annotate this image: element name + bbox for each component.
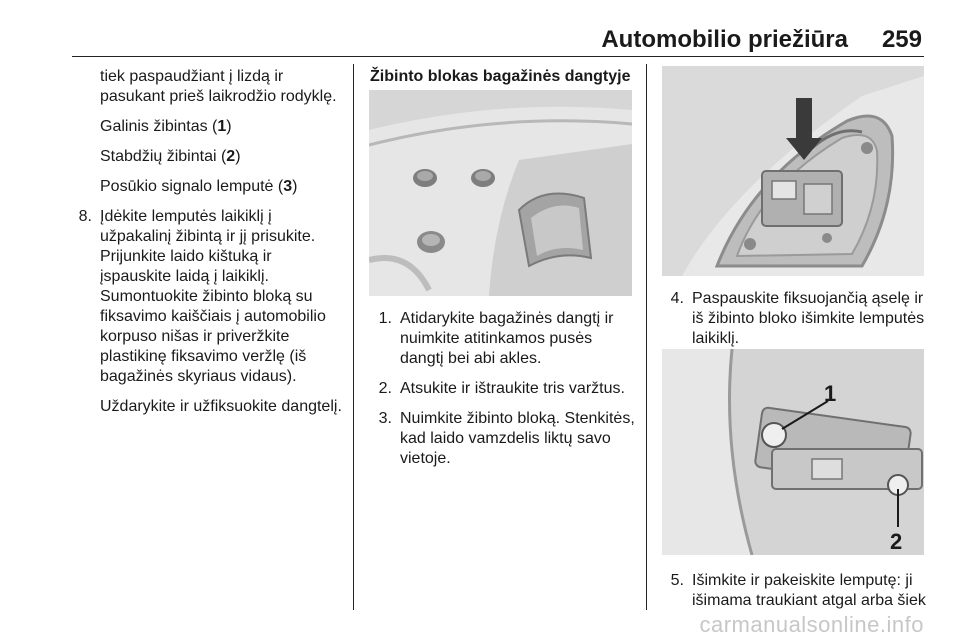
trunk-lid-illustration — [369, 90, 632, 296]
step-number: 4. — [670, 290, 684, 307]
bulb-holder-illustration — [662, 349, 924, 555]
step-number: 1. — [378, 310, 392, 327]
step-number: 5. — [670, 572, 684, 589]
step-text: Nuimkite žibinto bloką. Stenkitės, kad laido vamzdelis liktų savo vietoje. — [400, 410, 635, 467]
trunk-lid-drawing — [369, 90, 632, 296]
bulb-item-3: Posūkio signalo lemputė (3) — [100, 178, 298, 195]
middle-steps — [370, 309, 635, 469]
page-title: Automobilio priežiūra — [601, 26, 848, 53]
bulb-holder-drawing — [662, 349, 924, 555]
step-2 — [370, 379, 635, 399]
right-step-5 — [662, 571, 927, 611]
step-number: 2. — [378, 380, 392, 397]
lamp-unit-illustration — [662, 66, 924, 276]
lamp-unit-drawing — [662, 66, 924, 276]
watermark: carmanualsonline.info — [699, 612, 924, 637]
callout-1: 1 — [824, 381, 837, 406]
step-text: Atsukite ir ištraukite tris varžtus. — [400, 380, 625, 397]
page-number: 259 — [881, 26, 922, 53]
step-text: Atidarykite bagažinės dangtį ir nuimkite atitinkamos pusės dangtį bei abi akles. — [400, 310, 614, 367]
bulb-item-1: Galinis žibintas (1) — [100, 118, 232, 135]
continued-paragraph: tiek paspaudžiant į lizdą ir pasukant prieš laikrodžio rodyklę. — [100, 68, 337, 105]
step-1 — [370, 309, 635, 369]
column-divider-left — [353, 64, 354, 610]
step-4 — [662, 289, 927, 349]
bulb-item-2: Stabdžių žibintai (2) — [100, 148, 241, 165]
step-text: Paspauskite fiksuojančią ąselę ir iš žibinto bloko išimkite lemputės laikiklį. — [692, 290, 925, 347]
step-3 — [370, 409, 635, 469]
callout-2: 2 — [890, 529, 903, 554]
step-5 — [662, 571, 927, 611]
step-number: 8. — [78, 208, 92, 225]
section-title: Žibinto blokas bagažinės dangtyje — [370, 68, 631, 85]
header-rule — [72, 56, 924, 57]
step-text: Išimkite ir pakeiskite lemputę: ji išimama traukiant atgal arba šiek — [692, 572, 926, 609]
column-divider-right — [646, 64, 647, 610]
step-8 — [70, 207, 346, 417]
right-step-4 — [662, 289, 927, 349]
step-number: 3. — [378, 410, 392, 427]
step-text: Įdėkite lemputės laikiklį į užpakalinį žibintą ir jį prisukite. Prijunkite laido kištuką ir įspauskite laidą į laikiklį. Sumontuokite žibinto bloką su fiksavimo kaiščiais į automobilio korpuso nišas ir priveržkite plastikinę fiksavimo veržlę (iš bagažinės skyriaus vidaus). Uždarykite ir užfiksuokite dangtelį. — [100, 208, 342, 415]
left-column — [70, 67, 346, 417]
